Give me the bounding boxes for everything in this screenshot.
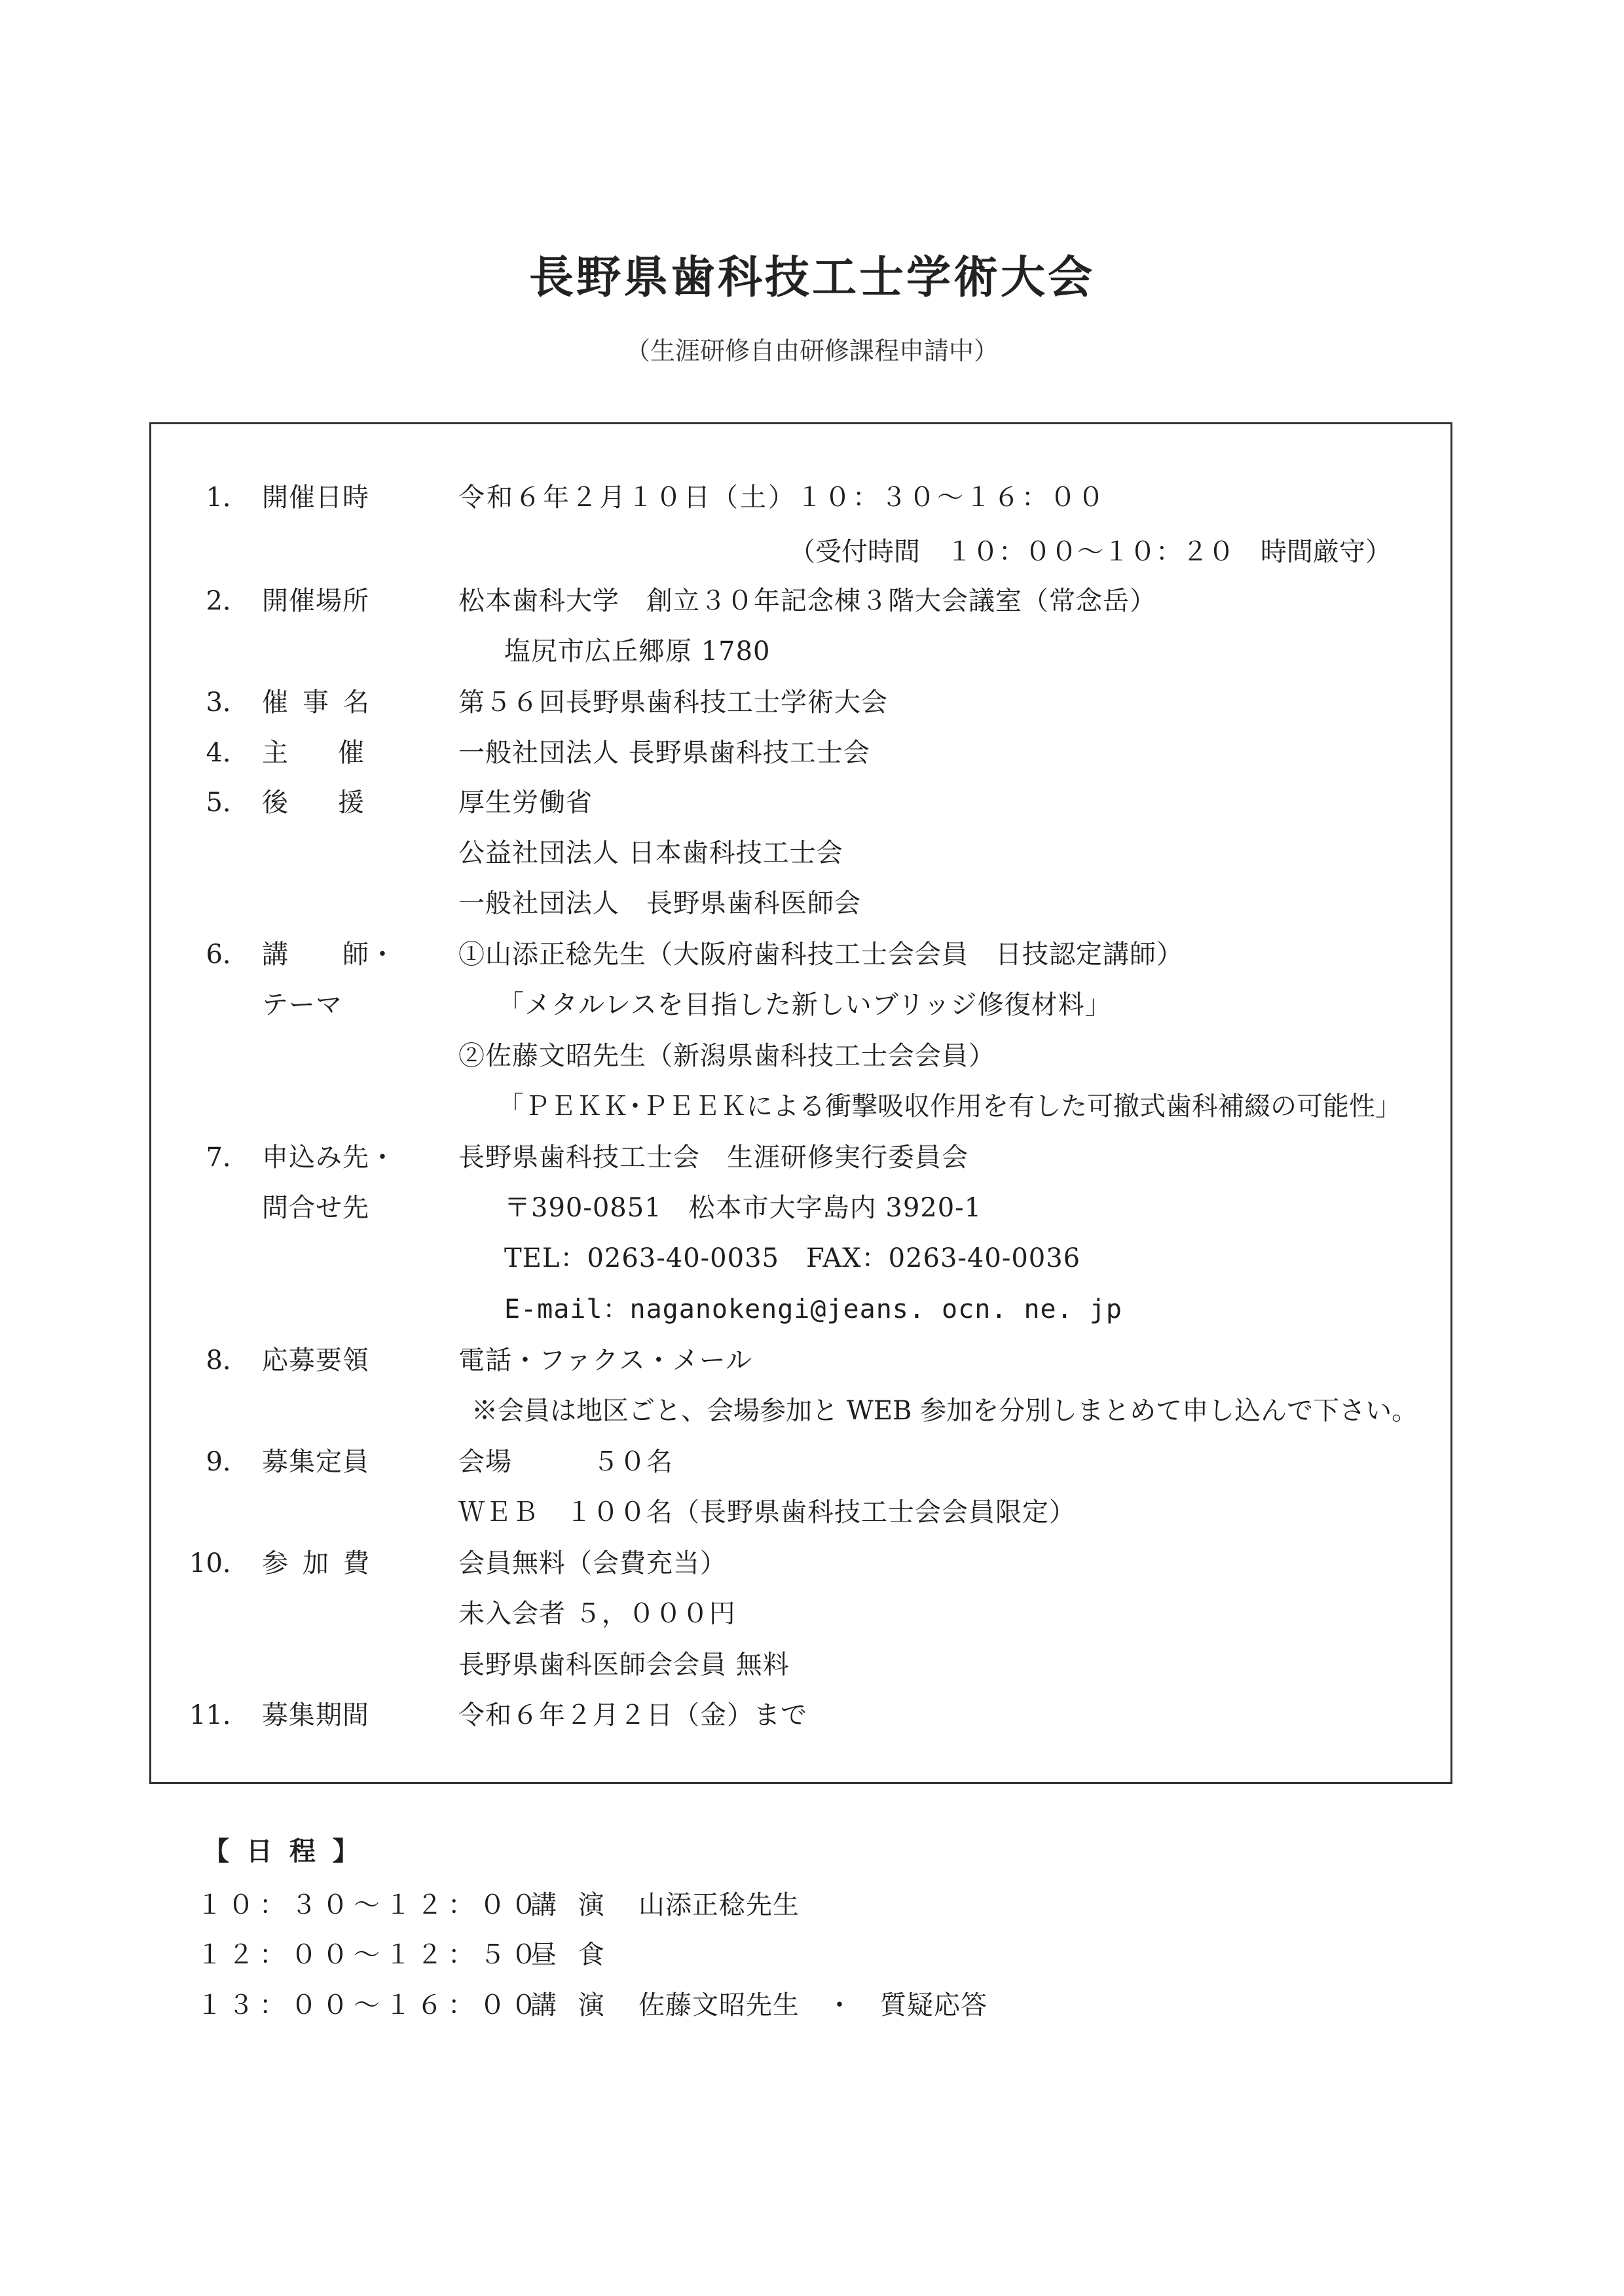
- item-capacity-row-2: [0, 1487, 1624, 1537]
- item-number: 5．: [206, 788, 249, 818]
- item-value: 第５６回長野県歯科技工士学術大会: [458, 687, 888, 718]
- item-support-row-3: [0, 879, 1624, 928]
- item-support-row: [0, 778, 1624, 828]
- item-lecturer-row-4: [0, 1082, 1624, 1131]
- schedule-detail: 山添正稔先生: [638, 1890, 800, 1920]
- item-number: 3．: [206, 687, 249, 718]
- item-number: 7．: [206, 1142, 249, 1173]
- item-value: 長野県歯科技工士会 生涯研修実行委員会: [458, 1142, 969, 1173]
- item-value: 令和６年２月１０日（土）１０：３０～１６：００: [458, 483, 1106, 513]
- item-value: 塩尻市広丘郷原 1780: [504, 636, 771, 666]
- schedule-heading: 【 日 程 】: [203, 1836, 363, 1867]
- item-value: （受付時間 １０：００～１０：２０ 時間厳守）: [789, 537, 1392, 567]
- item-label: 参加費: [262, 1548, 384, 1578]
- item-contact-row-4: [0, 1285, 1624, 1334]
- item-value: 一般社団法人 長野県歯科医師会: [458, 888, 861, 919]
- item-value: 令和６年２月２日（金）まで: [458, 1700, 807, 1730]
- schedule-row: [0, 1980, 1624, 2030]
- item-label: 募集期間: [262, 1700, 369, 1730]
- item-number: 6．: [206, 939, 249, 970]
- item-host-row: [0, 728, 1624, 778]
- item-date-reception-row: [0, 527, 1624, 577]
- item-value: 「メタルレスを目指した新しいブリッジ修復材料」: [498, 990, 1112, 1020]
- item-venue-address-row: [0, 627, 1624, 676]
- item-date-row: [0, 473, 1624, 522]
- item-label: 講 師・: [262, 939, 396, 970]
- item-contact-row: [0, 1133, 1624, 1182]
- item-application-row: [0, 1336, 1624, 1385]
- item-capacity-row: [0, 1437, 1624, 1487]
- item-number: 9．: [206, 1447, 249, 1477]
- item-number: 8．: [206, 1345, 249, 1376]
- item-value: 松本歯科大学 創立３０年記念棟３階大会議室（常念岳）: [458, 586, 1156, 616]
- item-value: ②佐藤文昭先生（新潟県歯科技工士会会員）: [458, 1041, 995, 1071]
- item-value: 〒390-0851 松本市大字島内 3920-1: [504, 1193, 982, 1223]
- item-fee-row-3: [0, 1640, 1624, 1690]
- item-number: 1．: [206, 483, 249, 513]
- item-fee-row: [0, 1539, 1624, 1588]
- item-label-continued: 問合せ先: [262, 1193, 369, 1223]
- item-contact-row-3: [0, 1233, 1624, 1283]
- item-lecturer-row: [0, 930, 1624, 979]
- schedule-type: 昼 食: [530, 1940, 611, 1970]
- schedule-time: １２：００～１２：５０: [196, 1940, 542, 1970]
- item-label: 主催: [262, 738, 414, 768]
- item-value: 長野県歯科医師会会員 無料: [458, 1650, 790, 1680]
- item-value: 会員無料（会費充当）: [458, 1548, 727, 1578]
- item-number: 2．: [206, 586, 249, 616]
- item-value: ①山添正稔先生（大阪府歯科技工士会会員 日技認定講師）: [458, 939, 1183, 970]
- item-label-continued: テーマ: [262, 990, 342, 1020]
- item-value: 会場 ５０名: [458, 1447, 673, 1477]
- item-fee-row-2: [0, 1589, 1624, 1639]
- schedule-row: [0, 1880, 1624, 1930]
- item-lecturer-row-3: [0, 1031, 1624, 1081]
- item-label: 申込み先・: [262, 1142, 396, 1173]
- schedule-row: [0, 1930, 1624, 1980]
- item-label: 催事名: [262, 687, 384, 718]
- schedule-type: 講 演: [530, 1890, 611, 1920]
- item-venue-row: [0, 576, 1624, 626]
- item-lecturer-row-2: [0, 980, 1624, 1030]
- schedule-time: １３：００～１６：００: [196, 1990, 542, 2020]
- item-value: ※会員は地区ごと、会場参加と WEB 参加を分別しまとめて申し込んで下さい。: [471, 1396, 1418, 1426]
- schedule-detail: 佐藤文昭先生 ・ 質疑応答: [638, 1990, 987, 2020]
- item-application-note-row: [0, 1386, 1624, 1436]
- item-value: 一般社団法人 長野県歯科技工士会: [458, 738, 870, 768]
- item-label: 開催場所: [262, 586, 369, 616]
- item-value: ＷＥＢ １００名（長野県歯科技工士会会員限定）: [458, 1497, 1076, 1527]
- item-label: 応募要領: [262, 1345, 369, 1376]
- schedule-type: 講 演: [530, 1990, 611, 2020]
- item-event-name-row: [0, 678, 1624, 727]
- item-period-row: [0, 1690, 1624, 1740]
- item-label: 後援: [262, 788, 414, 818]
- schedule-time: １０：３０～１２：００: [196, 1890, 542, 1920]
- item-support-row-2: [0, 828, 1624, 878]
- item-value: TEL：0263-40-0035 FAX：0263-40-0036: [504, 1243, 1081, 1273]
- item-value: 公益社団法人 日本歯科技工士会: [458, 838, 843, 868]
- item-contact-row-2: [0, 1183, 1624, 1233]
- item-value: 電話・ファクス・メール: [458, 1345, 752, 1376]
- item-number: 10．: [189, 1548, 249, 1578]
- item-label: 募集定員: [262, 1447, 369, 1477]
- item-number: 11．: [189, 1700, 249, 1730]
- page-title: 長野県歯科技工士学術大会: [528, 251, 1095, 304]
- item-number: 4．: [206, 738, 249, 768]
- item-value: 「ＰＥＫＫ･ＰＥＥＫによる衝撃吸収作用を有した可撤式歯科補綴の可能性」: [498, 1091, 1401, 1121]
- item-value: 厚生労働省: [458, 788, 593, 818]
- page-subtitle: （生涯研修自由研修課程申請中）: [625, 337, 999, 365]
- item-label: 開催日時: [262, 483, 369, 513]
- item-value: 未入会者 ５，０００円: [458, 1599, 736, 1629]
- email-link[interactable]: E-mail：naganokengi@jeans. ocn. ne. jp: [504, 1294, 1122, 1324]
